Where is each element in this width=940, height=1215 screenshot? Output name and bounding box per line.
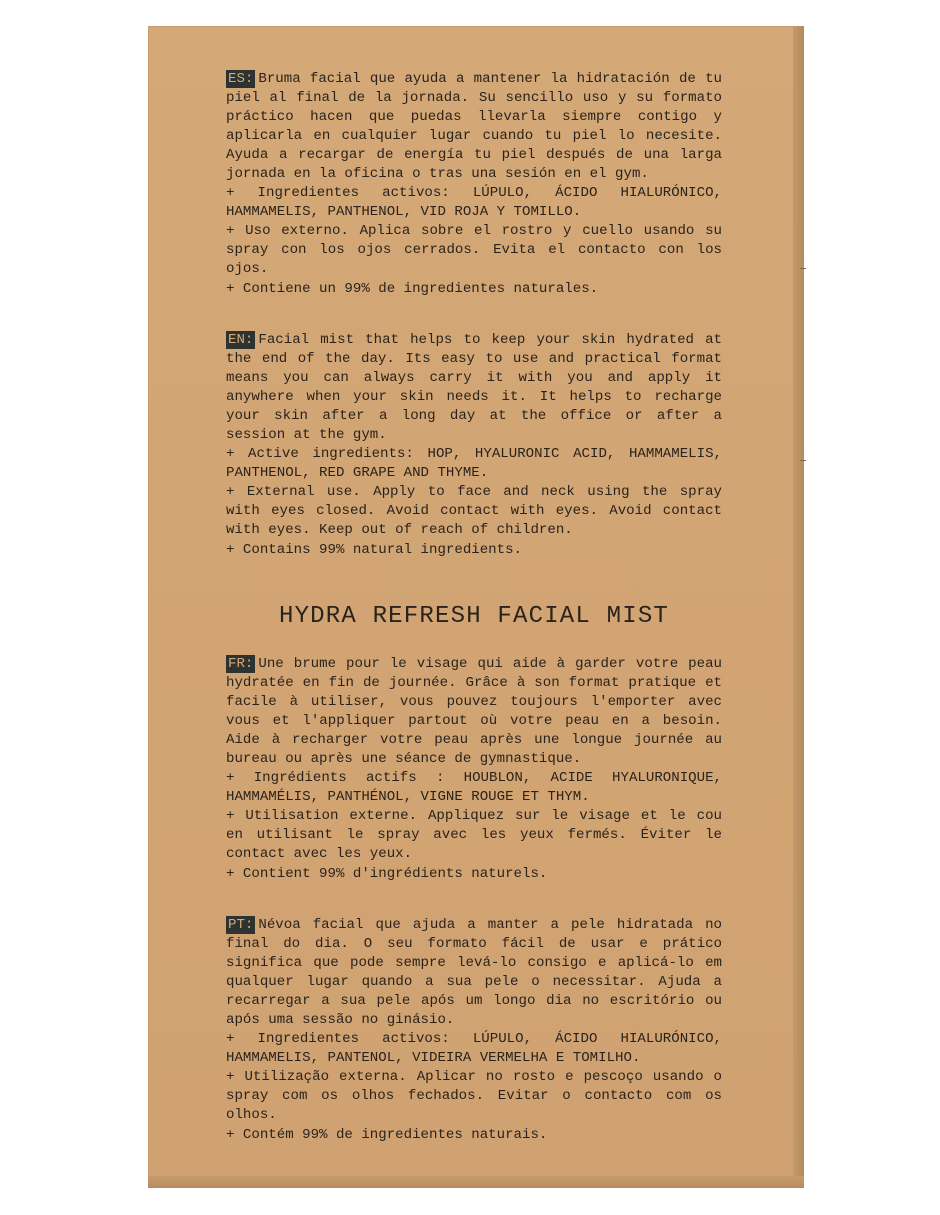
language-tag-en: EN: <box>228 332 254 348</box>
fr-usage: + Utilisation externe. Appliquez sur le visage et le cou en utilisant le spray avec les yeux fermés. Éviter le contact avec les yeux. <box>226 808 722 863</box>
language-tag-pt: PT: <box>228 917 254 933</box>
product-title: HYDRA REFRESH FACIAL MIST <box>278 603 670 630</box>
section-en <box>226 331 722 560</box>
pt-intro <box>226 916 722 1030</box>
box-side-edge <box>793 26 804 1188</box>
language-tag-es: ES: <box>228 71 254 87</box>
pt-usage: + Utilização externa. Aplicar no rosto e pescoço usando o spray com os olhos fechados. Evitar o contacto com os olhos. <box>226 1069 722 1124</box>
en-intro-text: Facial mist that helps to keep your skin hydrated at the end of the day. Its easy to use and practical format means you can always carry it with you and apply it anywhere when your skin needs it. It helps to recharge your skin after a long day at the office or after a session at the gym. <box>226 332 722 444</box>
es-ingredients: + Ingredientes activos: LÚPULO, ÁCIDO HIALURÓNICO, HAMMAMELIS, PANTHENOL, VID ROJA Y TOMILLO. <box>226 185 722 221</box>
section-pt <box>226 916 722 1145</box>
es-intro <box>226 70 722 184</box>
en-natural: + Contains 99% natural ingredients. <box>226 541 523 558</box>
fr-intro <box>226 655 722 769</box>
fr-natural: + Contient 99% d'ingrédients naturels. <box>226 865 548 882</box>
pt-natural: + Contém 99% de ingredientes naturais. <box>226 1126 548 1143</box>
fr-intro-text: Une brume pour le visage qui aide à garder votre peau hydratée en fin de journée. Grâce à son format pratique et facile à utiliser, vous pouvez toujours l'emporter avec vous et l'appliquer partout où votre peau en a besoin. Aide à recharger votre peau après une longue journée au bureau ou après une séance de gymnastique. <box>226 656 722 768</box>
pt-ingredients: + Ingredientes activos: LÚPULO, ÁCIDO HIALURÓNICO, HAMMAMELIS, PANTENOL, VIDEIRA VERMELHA E TOMILHO. <box>226 1031 722 1067</box>
es-natural: + Contiene un 99% de ingredientes naturales. <box>226 280 599 297</box>
pt-intro-text: Névoa facial que ajuda a manter a pele hidratada no final do dia. O seu formato fácil de usar e prático significa que pode sempre levá-lo consigo e aplicá-lo em qualquer lugar quando a sua pele o necessitar. Ajuda a recarregar a sua pele após um longo dia no escritório ou após uma sessão no ginásio. <box>226 917 722 1029</box>
edge-mark <box>800 268 806 269</box>
en-ingredients: + Active ingredients: HOP, HYALURONIC ACID, HAMMAMELIS, PANTHENOL, RED GRAPE AND THYME. <box>226 446 722 482</box>
section-es <box>226 70 722 299</box>
en-usage: + External use. Apply to face and neck using the spray with eyes closed. Avoid contact with eyes. Avoid contact with eyes. Keep out of reach of children. <box>226 484 722 539</box>
section-fr <box>226 655 722 884</box>
box-bottom-edge <box>148 1176 804 1188</box>
es-usage: + Uso externo. Aplica sobre el rostro y cuello usando su spray con los ojos cerrados. Evita el contacto con los ojos. <box>226 223 722 278</box>
fr-ingredients: + Ingrédients actifs : HOUBLON, ACIDE HYALURONIQUE, HAMMAMÉLIS, PANTHÉNOL, VIGNE ROUGE ET THYM. <box>226 770 722 806</box>
es-intro-text: Bruma facial que ayuda a mantener la hidratación de tu piel al final de la jornada. Su sencillo uso y su formato práctico hacen que puedas llevarla siempre contigo y aplicarla en cualquier lugar cuando tu piel lo necesite. Ayuda a recargar de energía tu piel después de una larga jornada en la oficina o tras una sesión en el gym. <box>226 71 722 183</box>
en-intro <box>226 331 722 445</box>
edge-mark <box>800 460 806 461</box>
language-tag-fr: FR: <box>228 656 254 672</box>
